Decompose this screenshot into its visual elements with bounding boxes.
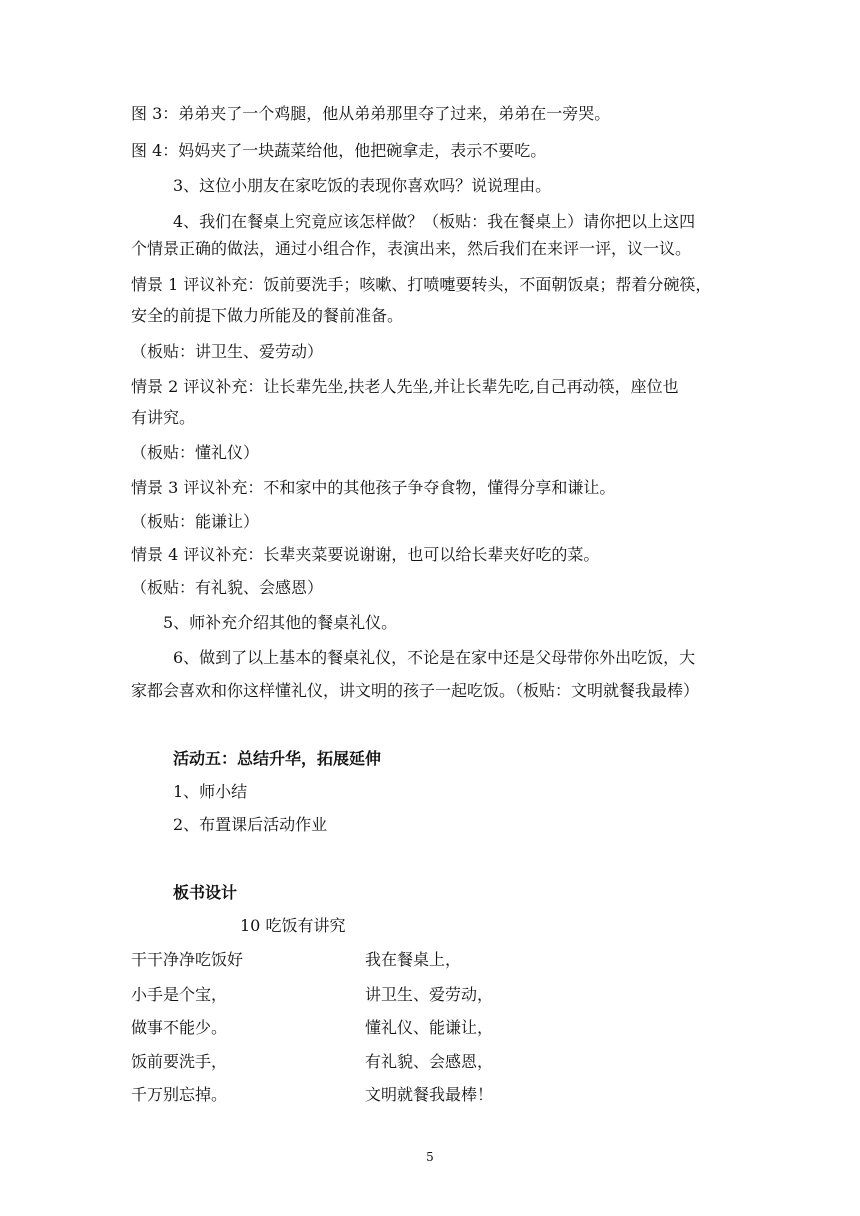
text-line-board-note-1: （板贴：讲卫生、爱劳动） [131, 342, 324, 361]
activity-5-heading: 活动五：总结升华，拓展延伸 [173, 749, 382, 768]
text-line-scene-4: 情景 4 评议补充：长辈夹菜要说谢谢，也可以给长辈夹好吃的菜。 [131, 545, 600, 564]
board-design-heading: 板书设计 [173, 883, 238, 902]
board-left-line-2: 小手是个宝， [131, 985, 228, 1004]
board-right-line-1: 我在餐桌上， [365, 950, 462, 969]
board-left-line-5: 千万别忘掉。 [131, 1085, 228, 1104]
text-line-scene-2-cont: 有讲究。 [131, 408, 196, 427]
text-line-board-note-3: （板贴：能谦让） [131, 512, 260, 531]
text-line-scene-2: 情景 2 评议补充：让长辈先坐,扶老人先坐,并让长辈先吃,自己再动筷，座位也 [131, 377, 679, 396]
board-left-line-3: 做事不能少。 [131, 1018, 228, 1037]
text-line-question-3: 3、这位小朋友在家吃饭的表现你喜欢吗？说说理由。 [173, 176, 552, 195]
text-line-scene-3: 情景 3 评议补充：不和家中的其他孩子争夺食物，懂得分享和谦让。 [131, 478, 616, 497]
text-line-question-4: 4、我们在餐桌上究竟应该怎样做？（板贴：我在餐桌上）请你把以上这四 [173, 212, 696, 231]
text-line-figure-4: 图 4：妈妈夹了一块蔬菜给他，他把碗拿走，表示不要吃。 [131, 141, 547, 160]
text-line-scene-1-cont: 安全的前提下做力所能及的餐前准备。 [131, 306, 404, 325]
text-line-item-6: 6、做到了以上基本的餐桌礼仪，不论是在家中还是父母带你外出吃饭，大 [173, 648, 696, 667]
text-line-board-note-4: （板贴：有礼貌、会感恩） [131, 578, 324, 597]
board-left-line-1: 干干净净吃饭好 [131, 950, 244, 969]
text-line-scene-1: 情景 1 评议补充：饭前要洗手；咳嗽、打喷嚏要转头，不面朝饭桌；帮着分碗筷， [131, 275, 712, 294]
board-left-line-4: 饭前要洗手， [131, 1052, 228, 1071]
text-line-item-5: 5、师补充介绍其他的餐桌礼仪。 [163, 613, 398, 632]
board-right-line-2: 讲卫生、爱劳动， [365, 985, 494, 1004]
text-line-figure-3: 图 3：弟弟夹了一个鸡腿，他从弟弟那里夺了过来，弟弟在一旁哭。 [131, 104, 611, 123]
activity-5-item-2: 2、布置课后活动作业 [173, 815, 328, 834]
board-right-line-3: 懂礼仪、能谦让， [365, 1018, 494, 1037]
text-line-board-note-2: （板贴：懂礼仪） [131, 443, 260, 462]
text-line-question-4-cont: 个情景正确的做法，通过小组合作，表演出来，然后我们在来评一评，议一议。 [131, 239, 692, 258]
board-right-line-4: 有礼貌、会感恩， [365, 1052, 494, 1071]
activity-5-item-1: 1、师小结 [173, 782, 248, 801]
board-right-line-5: 文明就餐我最棒！ [365, 1085, 494, 1104]
text-line-item-6-cont: 家都会喜欢和你这样懂礼仪，讲文明的孩子一起吃饭。（板贴：文明就餐我最棒） [131, 681, 700, 700]
page-number: 5 [426, 1150, 434, 1164]
board-title: 10 吃饭有讲究 [240, 916, 346, 935]
